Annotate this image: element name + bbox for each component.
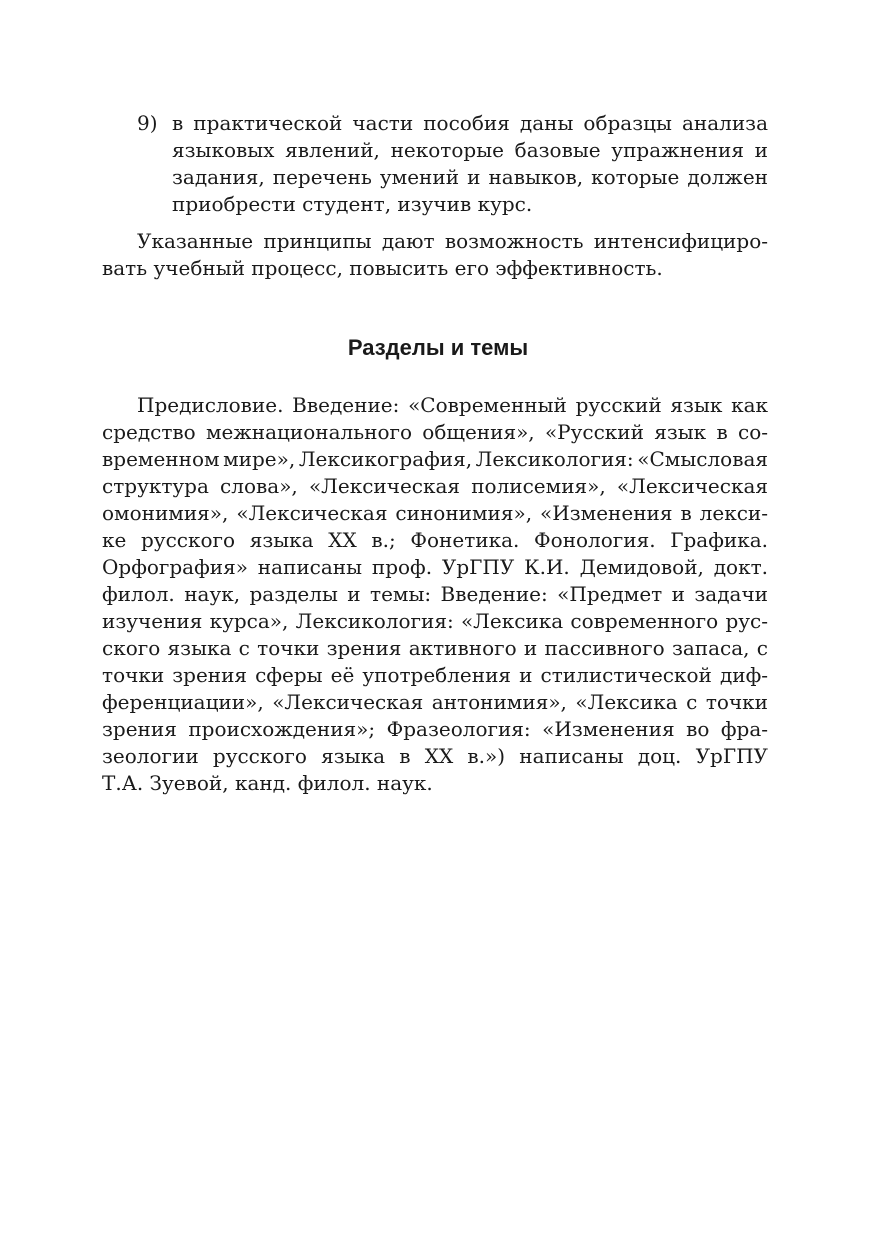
list-item-line: в практической части пособия даны образцы анализа: [172, 111, 768, 135]
section-line: Орфография» написаны проф. УрГПУ К.И. Демидовой, докт.: [102, 555, 768, 579]
list-item-line: задания, перечень умений и навыков, которые должен: [172, 165, 768, 189]
conclusion-line: вать учебный процесс, повысить его эффективность.: [102, 256, 663, 280]
section-line: зеологии русского языка в XX в.») написаны доц. УрГПУ: [102, 744, 768, 768]
list-item-number: 9): [137, 111, 158, 135]
section-line: ского языка с точки зрения активного и пассивного запаса, с: [102, 636, 768, 660]
section-line: Т.А. Зуевой, канд. филол. наук.: [102, 771, 433, 795]
list-item-line: языковых явлений, некоторые базовые упражнения и: [172, 138, 768, 162]
list-item-line: приобрести студент, изучив курс.: [172, 192, 533, 216]
section-line: ференциации», «Лексическая антонимия», «Лексика с точки: [102, 690, 768, 714]
section-line: временном мире», Лексикография, Лексикология: «Смысловая: [102, 447, 768, 471]
section-line: Предисловие. Введение: «Современный русский язык как: [137, 393, 768, 417]
section-line: ке русского языка XX в.; Фонетика. Фонология. Графика.: [102, 528, 768, 552]
section-line: филол. наук, разделы и темы: Введение: «Предмет и задачи: [102, 582, 768, 606]
section-line: структура слова», «Лексическая полисемия», «Лексическая: [102, 474, 768, 498]
section-line: средство межнационального общения», «Русский язык в со-: [102, 420, 768, 444]
section-heading: Разделы и темы: [347, 335, 529, 360]
conclusion-line: Указанные принципы дают возможность интенсифициро-: [137, 229, 768, 253]
section-line: омонимия», «Лексическая синонимия», «Изменения в лекси-: [102, 501, 768, 525]
section-line: зрения происхождения»; Фразеология: «Изменения во фра-: [102, 717, 768, 741]
section-line: изучения курса», Лексикология: «Лексика современного рус-: [102, 609, 768, 633]
section-line: точки зрения сферы её употребления и стилистической диф-: [102, 663, 768, 687]
